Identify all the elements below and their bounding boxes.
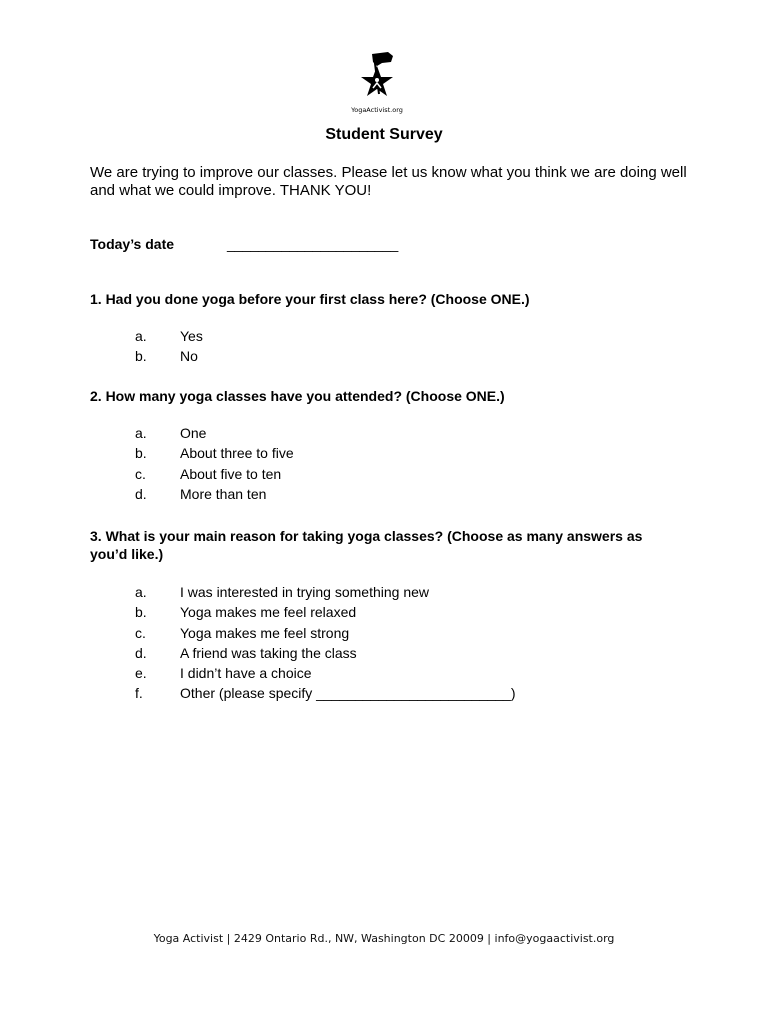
option-letter: b. <box>135 445 147 462</box>
star-flag-icon <box>344 50 416 116</box>
option-letter: a. <box>135 328 147 344</box>
footer-contact: Yoga Activist | 2429 Ontario Rd., NW, Washington DC 20009 | info@yogaactivist.org <box>153 932 615 945</box>
option-letter: c. <box>135 465 146 482</box>
survey-title: Student Survey <box>325 126 443 143</box>
yoga-activist-logo <box>344 50 416 116</box>
date-label: Today’s date <box>90 236 175 252</box>
option-letter: e. <box>135 665 147 682</box>
option-text: About three to five <box>180 445 294 462</box>
option-letter: f. <box>135 685 143 702</box>
question-3: 3. What is your main reason for taking yoga classes? (Choose as many answers as you’d like.) <box>90 528 643 562</box>
option-text: Yoga makes me feel relaxed <box>180 604 357 621</box>
date-row <box>90 236 399 252</box>
option-text: I didn’t have a choice <box>180 665 312 682</box>
option-text: No <box>180 348 198 365</box>
question-2: 2. How many yoga classes have you attended? (Choose ONE.) <box>90 388 505 404</box>
option-text: A friend was taking the class <box>180 644 357 661</box>
question-1: 1. Had you done yoga before your first class here? (Choose ONE.) <box>90 291 530 307</box>
option-letter: d. <box>135 644 147 661</box>
svg-text:YogaActivist.org: YogaActivist.org <box>351 106 403 114</box>
date-blank-line: ______________________ <box>227 236 399 252</box>
option-text: Yoga makes me feel strong <box>180 624 350 641</box>
option-text: I was interested in trying something new <box>180 584 430 600</box>
option-letter: a. <box>135 425 147 441</box>
option-text: Other (please specify _________________________) <box>180 685 516 702</box>
option-text: One <box>180 425 207 441</box>
intro-paragraph: We are trying to improve our classes. Please let us know what you think we are doing well and what we could improve. THANK YOU! <box>90 164 687 199</box>
option-letter: c. <box>135 624 146 641</box>
option-text: About five to ten <box>180 465 282 482</box>
option-text: More than ten <box>180 485 267 502</box>
option-text: Yes <box>180 328 203 344</box>
option-letter: a. <box>135 584 147 600</box>
option-letter: b. <box>135 348 147 365</box>
option-letter: b. <box>135 604 147 621</box>
option-letter: d. <box>135 485 147 502</box>
